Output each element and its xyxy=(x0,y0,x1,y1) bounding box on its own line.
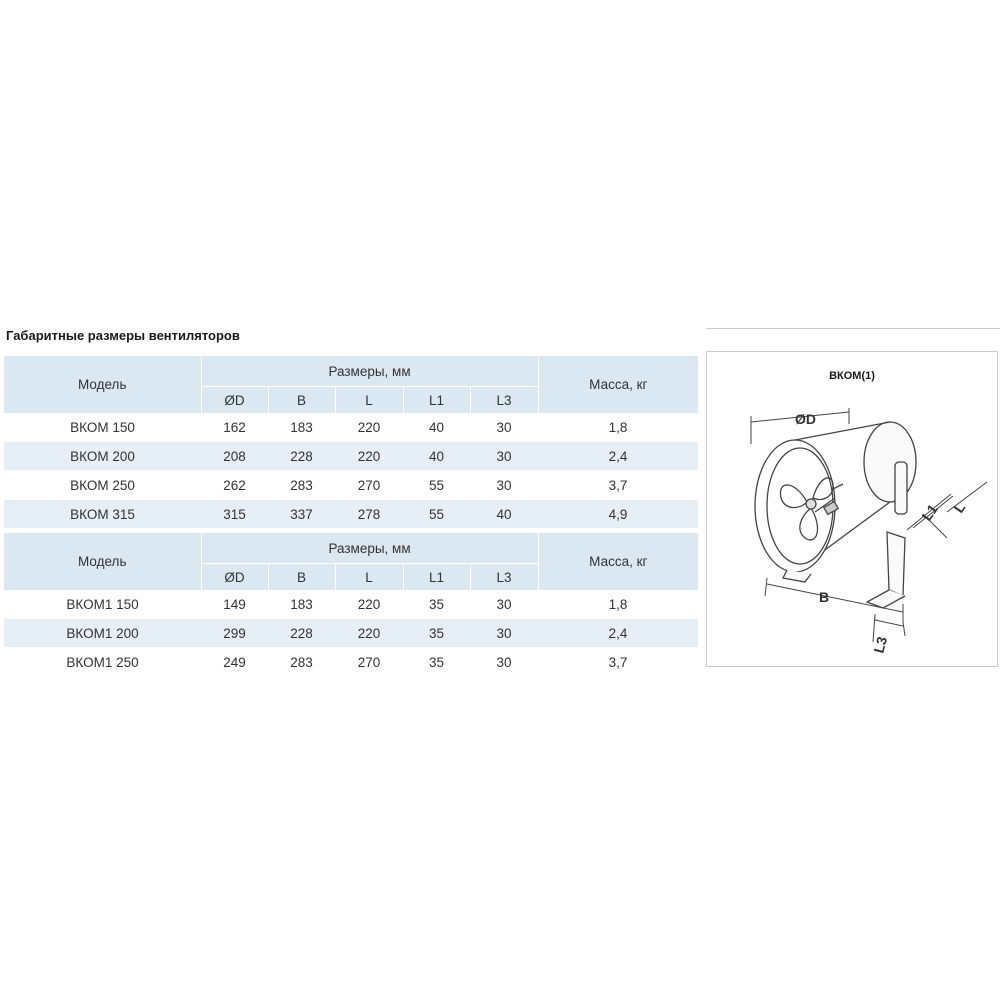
diagram-title: ВКОМ(1) xyxy=(829,370,875,382)
table-row xyxy=(4,648,698,677)
label-l: L xyxy=(950,499,969,516)
cell-model: ВКОМ 150 xyxy=(4,413,201,442)
header-col-l: L xyxy=(335,564,403,591)
cell-l3: 30 xyxy=(470,590,538,619)
cell-l: 270 xyxy=(335,471,403,500)
fan-hub xyxy=(806,499,816,509)
fan-rear-rim xyxy=(864,422,916,502)
cell-l3: 30 xyxy=(470,648,538,677)
cell-l1: 55 xyxy=(403,471,470,500)
cell-l: 220 xyxy=(335,442,403,471)
cell-l: 220 xyxy=(335,413,403,442)
cell-l1: 35 xyxy=(403,590,470,619)
cell-model: ВКОМ1 150 xyxy=(4,590,201,619)
cell-b: 183 xyxy=(268,590,335,619)
section-title: Габаритные размеры вентиляторов xyxy=(6,328,240,343)
cell-b: 283 xyxy=(268,648,335,677)
dimensions-table-vkom1 xyxy=(4,533,698,677)
table-row xyxy=(4,590,698,619)
header-model: Модель xyxy=(4,356,201,413)
header-col-b: B xyxy=(268,564,335,591)
cell-model: ВКОМ 200 xyxy=(4,442,201,471)
diagram-top-rule xyxy=(706,328,1000,329)
cell-model: ВКОМ 250 xyxy=(4,471,201,500)
cell-mass: 2,4 xyxy=(538,442,698,471)
table-row xyxy=(4,500,698,529)
cell-l3: 30 xyxy=(470,471,538,500)
cell-mass: 4,9 xyxy=(538,500,698,529)
fan-mount-bracket xyxy=(887,532,905,596)
cell-d: 299 xyxy=(201,619,268,648)
dimensions-table-vkom xyxy=(4,356,698,529)
header-col-l3: L3 xyxy=(470,387,538,414)
header-model: Модель xyxy=(4,533,201,590)
cell-b: 228 xyxy=(268,442,335,471)
table-row xyxy=(4,619,698,648)
header-col-d: ØD xyxy=(201,387,268,414)
cell-l1: 35 xyxy=(403,648,470,677)
cell-b: 228 xyxy=(268,619,335,648)
cell-l1: 40 xyxy=(403,413,470,442)
cell-d: 315 xyxy=(201,500,268,529)
cell-b: 283 xyxy=(268,471,335,500)
cell-d: 249 xyxy=(201,648,268,677)
cell-mass: 2,4 xyxy=(538,619,698,648)
cell-l1: 40 xyxy=(403,442,470,471)
cell-l3: 30 xyxy=(470,442,538,471)
cell-d: 208 xyxy=(201,442,268,471)
header-col-b: B xyxy=(268,387,335,414)
cell-l3: 40 xyxy=(470,500,538,529)
fan-terminal-box xyxy=(895,462,907,514)
fan-diagram-panel xyxy=(706,351,998,667)
cell-b: 337 xyxy=(268,500,335,529)
label-l3: L3 xyxy=(870,634,891,655)
header-col-l1: L1 xyxy=(403,564,470,591)
header-mass: Масса, кг xyxy=(538,356,698,413)
cell-d: 262 xyxy=(201,471,268,500)
cell-l1: 35 xyxy=(403,619,470,648)
cell-mass: 1,8 xyxy=(538,413,698,442)
cell-model: ВКОМ 315 xyxy=(4,500,201,529)
header-col-l: L xyxy=(335,387,403,414)
table-row xyxy=(4,442,698,471)
header-col-l3: L3 xyxy=(470,564,538,591)
cell-l1: 55 xyxy=(403,500,470,529)
header-dimensions-group: Размеры, мм xyxy=(201,356,538,387)
cell-l: 270 xyxy=(335,648,403,677)
cell-l: 220 xyxy=(335,619,403,648)
cell-l: 220 xyxy=(335,590,403,619)
cell-l3: 30 xyxy=(470,619,538,648)
cell-model: ВКОМ1 250 xyxy=(4,648,201,677)
header-dimensions-group: Размеры, мм xyxy=(201,533,538,564)
label-d: ØD xyxy=(795,411,816,427)
label-b: B xyxy=(819,589,830,605)
table-row xyxy=(4,471,698,500)
header-col-l1: L1 xyxy=(403,387,470,414)
cell-model: ВКОМ1 200 xyxy=(4,619,201,648)
label-l1: L1 xyxy=(918,501,941,524)
cell-mass: 1,8 xyxy=(538,590,698,619)
cell-b: 183 xyxy=(268,413,335,442)
table-row xyxy=(4,413,698,442)
header-mass: Масса, кг xyxy=(538,533,698,590)
cell-mass: 3,7 xyxy=(538,471,698,500)
cell-d: 149 xyxy=(201,590,268,619)
cell-l3: 30 xyxy=(470,413,538,442)
cell-d: 162 xyxy=(201,413,268,442)
header-col-d: ØD xyxy=(201,564,268,591)
fan-drawing xyxy=(707,352,999,668)
cell-mass: 3,7 xyxy=(538,648,698,677)
cell-l: 278 xyxy=(335,500,403,529)
